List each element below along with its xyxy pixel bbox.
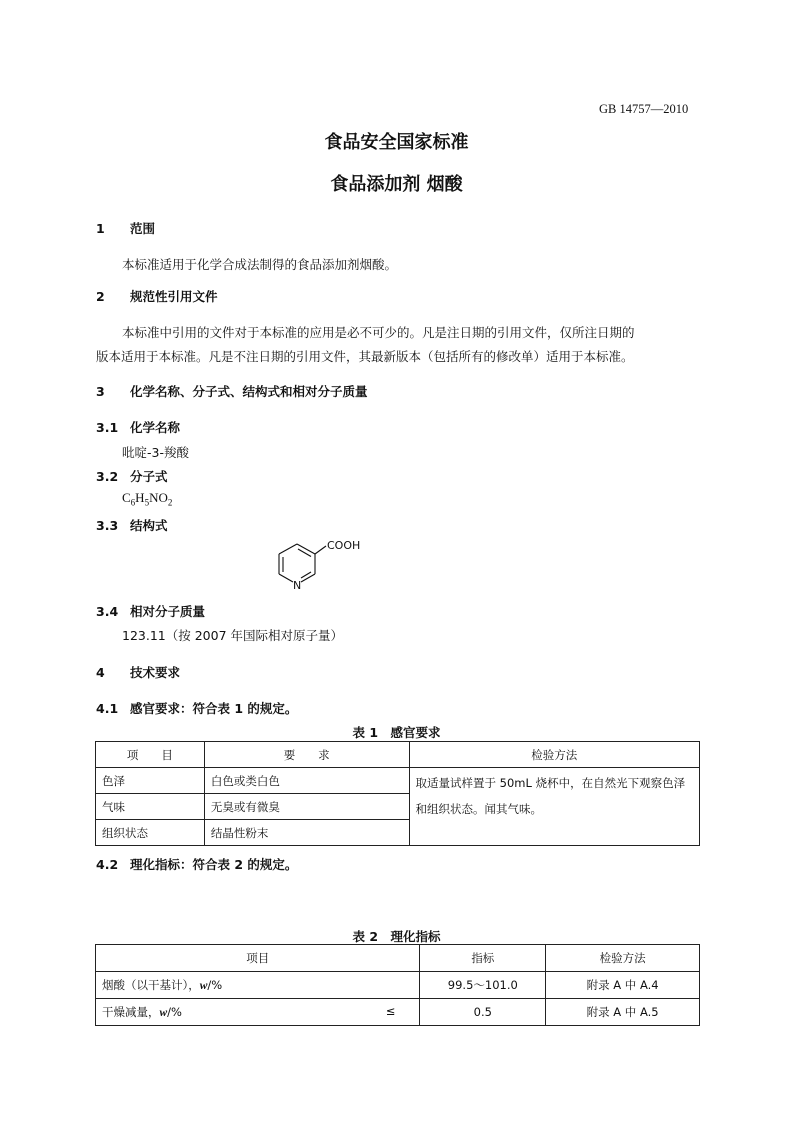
section-2-heading: 2 规范性引用文件 (96, 289, 218, 304)
table-1-req-state: 结晶性粉末 (204, 820, 409, 846)
table-2-header-item: 项目 (96, 945, 420, 972)
table-1-item-color: 色泽 (96, 768, 205, 794)
molecular-formula: $C_6H_5NO_2$ (122, 490, 173, 508)
section-4-heading: 4 技术要求 (96, 665, 181, 680)
table-1-header-item: 项 目 (96, 742, 205, 768)
table-2-method-drying-loss: 附录 A 中 A.5 (546, 999, 700, 1026)
table-1-item-state: 组织状态 (96, 820, 205, 846)
table-1-header-row (96, 742, 700, 768)
molecular-mass: 123.11（按 2007 年国际相对原子量） (122, 628, 343, 643)
table-1-req-odor: 无臭或有微臭 (204, 794, 409, 820)
table-2-value-niacin: 99.5～101.0 (420, 972, 546, 999)
table-2-header-row (96, 945, 700, 972)
section-3-4-heading: 3.4 相对分子质量 (96, 604, 206, 619)
table-1-header-requirement: 要 求 (204, 742, 409, 768)
section-2-line-1: 本标准中引用的文件对于本标准的应用是必不可少的。凡是注日期的引用文件，仅所注日期的 (122, 325, 635, 340)
table-2-value-drying-loss: 0.5 (420, 999, 546, 1026)
main-title: 食品安全国家标准 (324, 132, 469, 153)
leq-symbol: ≤ (385, 1004, 396, 1018)
table-2-header-value: 指标 (420, 945, 546, 972)
table-row (96, 972, 700, 999)
section-1-heading: 1 范围 (96, 221, 156, 236)
nitrogen-label: N (293, 579, 302, 592)
pyridine-ring (279, 544, 326, 582)
table-2-item-niacin: 烟酸（以干基计），w/% (96, 972, 420, 999)
section-4-2-heading: 4.2 理化指标：符合表 2 的规定。 (96, 857, 298, 872)
table-2 (95, 944, 700, 1026)
structural-formula (270, 534, 370, 592)
table-2-method-niacin: 附录 A 中 A.4 (546, 972, 700, 999)
table-1-method: 取适量试样置于 50mL 烧杯中，在自然光下观察色泽和组织状态。闻其气味。 (409, 768, 699, 846)
table-row (96, 768, 700, 794)
section-3-2-heading: 3.2 分子式 (96, 469, 168, 484)
section-4-1-heading: 4.1 感官要求：符合表 1 的规定。 (96, 701, 298, 716)
sub-title: 食品添加剂 烟酸 (330, 174, 463, 195)
table-1-caption: 表 1 感官要求 (352, 725, 441, 740)
table-2-caption: 表 2 理化指标 (352, 929, 441, 944)
table-1 (95, 741, 700, 846)
section-1-text: 本标准适用于化学合成法制得的食品添加剂烟酸。 (122, 257, 398, 272)
table-2-header-method: 检验方法 (546, 945, 700, 972)
table-1-header-method: 检验方法 (409, 742, 699, 768)
section-3-3-heading: 3.3 结构式 (96, 518, 168, 533)
section-3-heading: 3 化学名称、分子式、结构式和相对分子质量 (96, 384, 368, 399)
table-1-item-odor: 气味 (96, 794, 205, 820)
standard-number: GB 14757—2010 (599, 102, 689, 116)
section-2-line-2: 版本适用于本标准。凡是不注日期的引用文件，其最新版本（包括所有的修改单）适用于本标准。 (96, 349, 634, 364)
table-1-req-color: 白色或类白色 (204, 768, 409, 794)
table-2-item-drying-loss: 干燥减量，w/% ≤ (96, 999, 420, 1026)
table-row (96, 999, 700, 1026)
section-3-1-heading: 3.1 化学名称 (96, 420, 181, 435)
chemical-name: 吡啶-3-羧酸 (122, 445, 189, 460)
cooh-label: COOH (327, 539, 361, 552)
